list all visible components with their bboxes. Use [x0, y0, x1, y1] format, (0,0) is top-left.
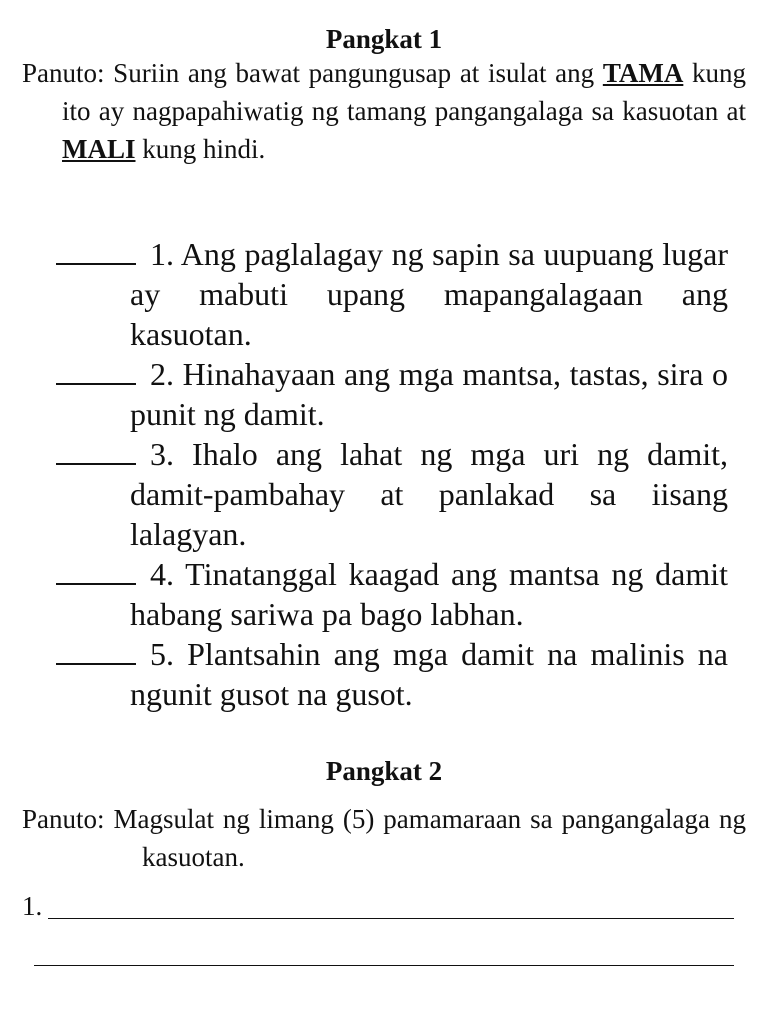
statement-text-3: 3. Ihalo ang lahat ng mga uri ng damit, damit-pambahay at panlakad sa iisang lalagyan.: [130, 436, 728, 552]
statement-item-2: [56, 354, 728, 434]
statement-text-2: 2. Hinahayaan ang mga mantsa, tastas, sira o punit ng damit.: [130, 356, 728, 432]
answer-blank-2[interactable]: [56, 357, 136, 385]
section-1-instruction: [22, 54, 746, 168]
section-1-title: Pangkat 1: [325, 24, 443, 54]
statement-text-1: 1. Ang paglalagay ng sapin sa uupuang lugar ay mabuti upang mapangalagaan ang kasuotan.: [130, 236, 728, 352]
word-mali: MALI: [62, 134, 136, 164]
answer-blank-1[interactable]: [56, 237, 136, 265]
answer-number-1: 1.: [22, 891, 43, 921]
answer-line-2[interactable]: [34, 965, 734, 966]
instruction-text-1: Panuto: Suriin ang bawat pangungusap at isulat ang: [22, 58, 603, 88]
statement-text-5: 5. Plantsahin ang mga damit na malinis na ngunit gusot na gusot.: [130, 636, 728, 712]
statement-item-1: [56, 234, 728, 354]
answer-blank-5[interactable]: [56, 637, 136, 665]
word-tama: TAMA: [602, 58, 684, 88]
answer-blank-3[interactable]: [56, 437, 136, 465]
statement-item-3: [56, 434, 728, 554]
section-2-instruction: Panuto: Magsulat ng limang (5) pamamaraan sa pangangalaga ng kasuotan.: [22, 804, 746, 872]
statement-item-5: [56, 634, 728, 714]
answer-line-1[interactable]: [48, 918, 734, 919]
statement-list: [56, 234, 728, 714]
instruction-text-3: kung hindi.: [135, 134, 266, 164]
statement-item-4: [56, 554, 728, 634]
instruction-text-2: kung ito ay nagpapahiwatig ng tamang pangangalaga sa kasuotan at: [62, 58, 747, 126]
section-2-title: Pangkat 2: [325, 756, 443, 786]
statement-text-4: 4. Tinatanggal kaagad ang mantsa ng damit habang sariwa pa bago labhan.: [130, 556, 728, 632]
answer-blank-4[interactable]: [56, 557, 136, 585]
